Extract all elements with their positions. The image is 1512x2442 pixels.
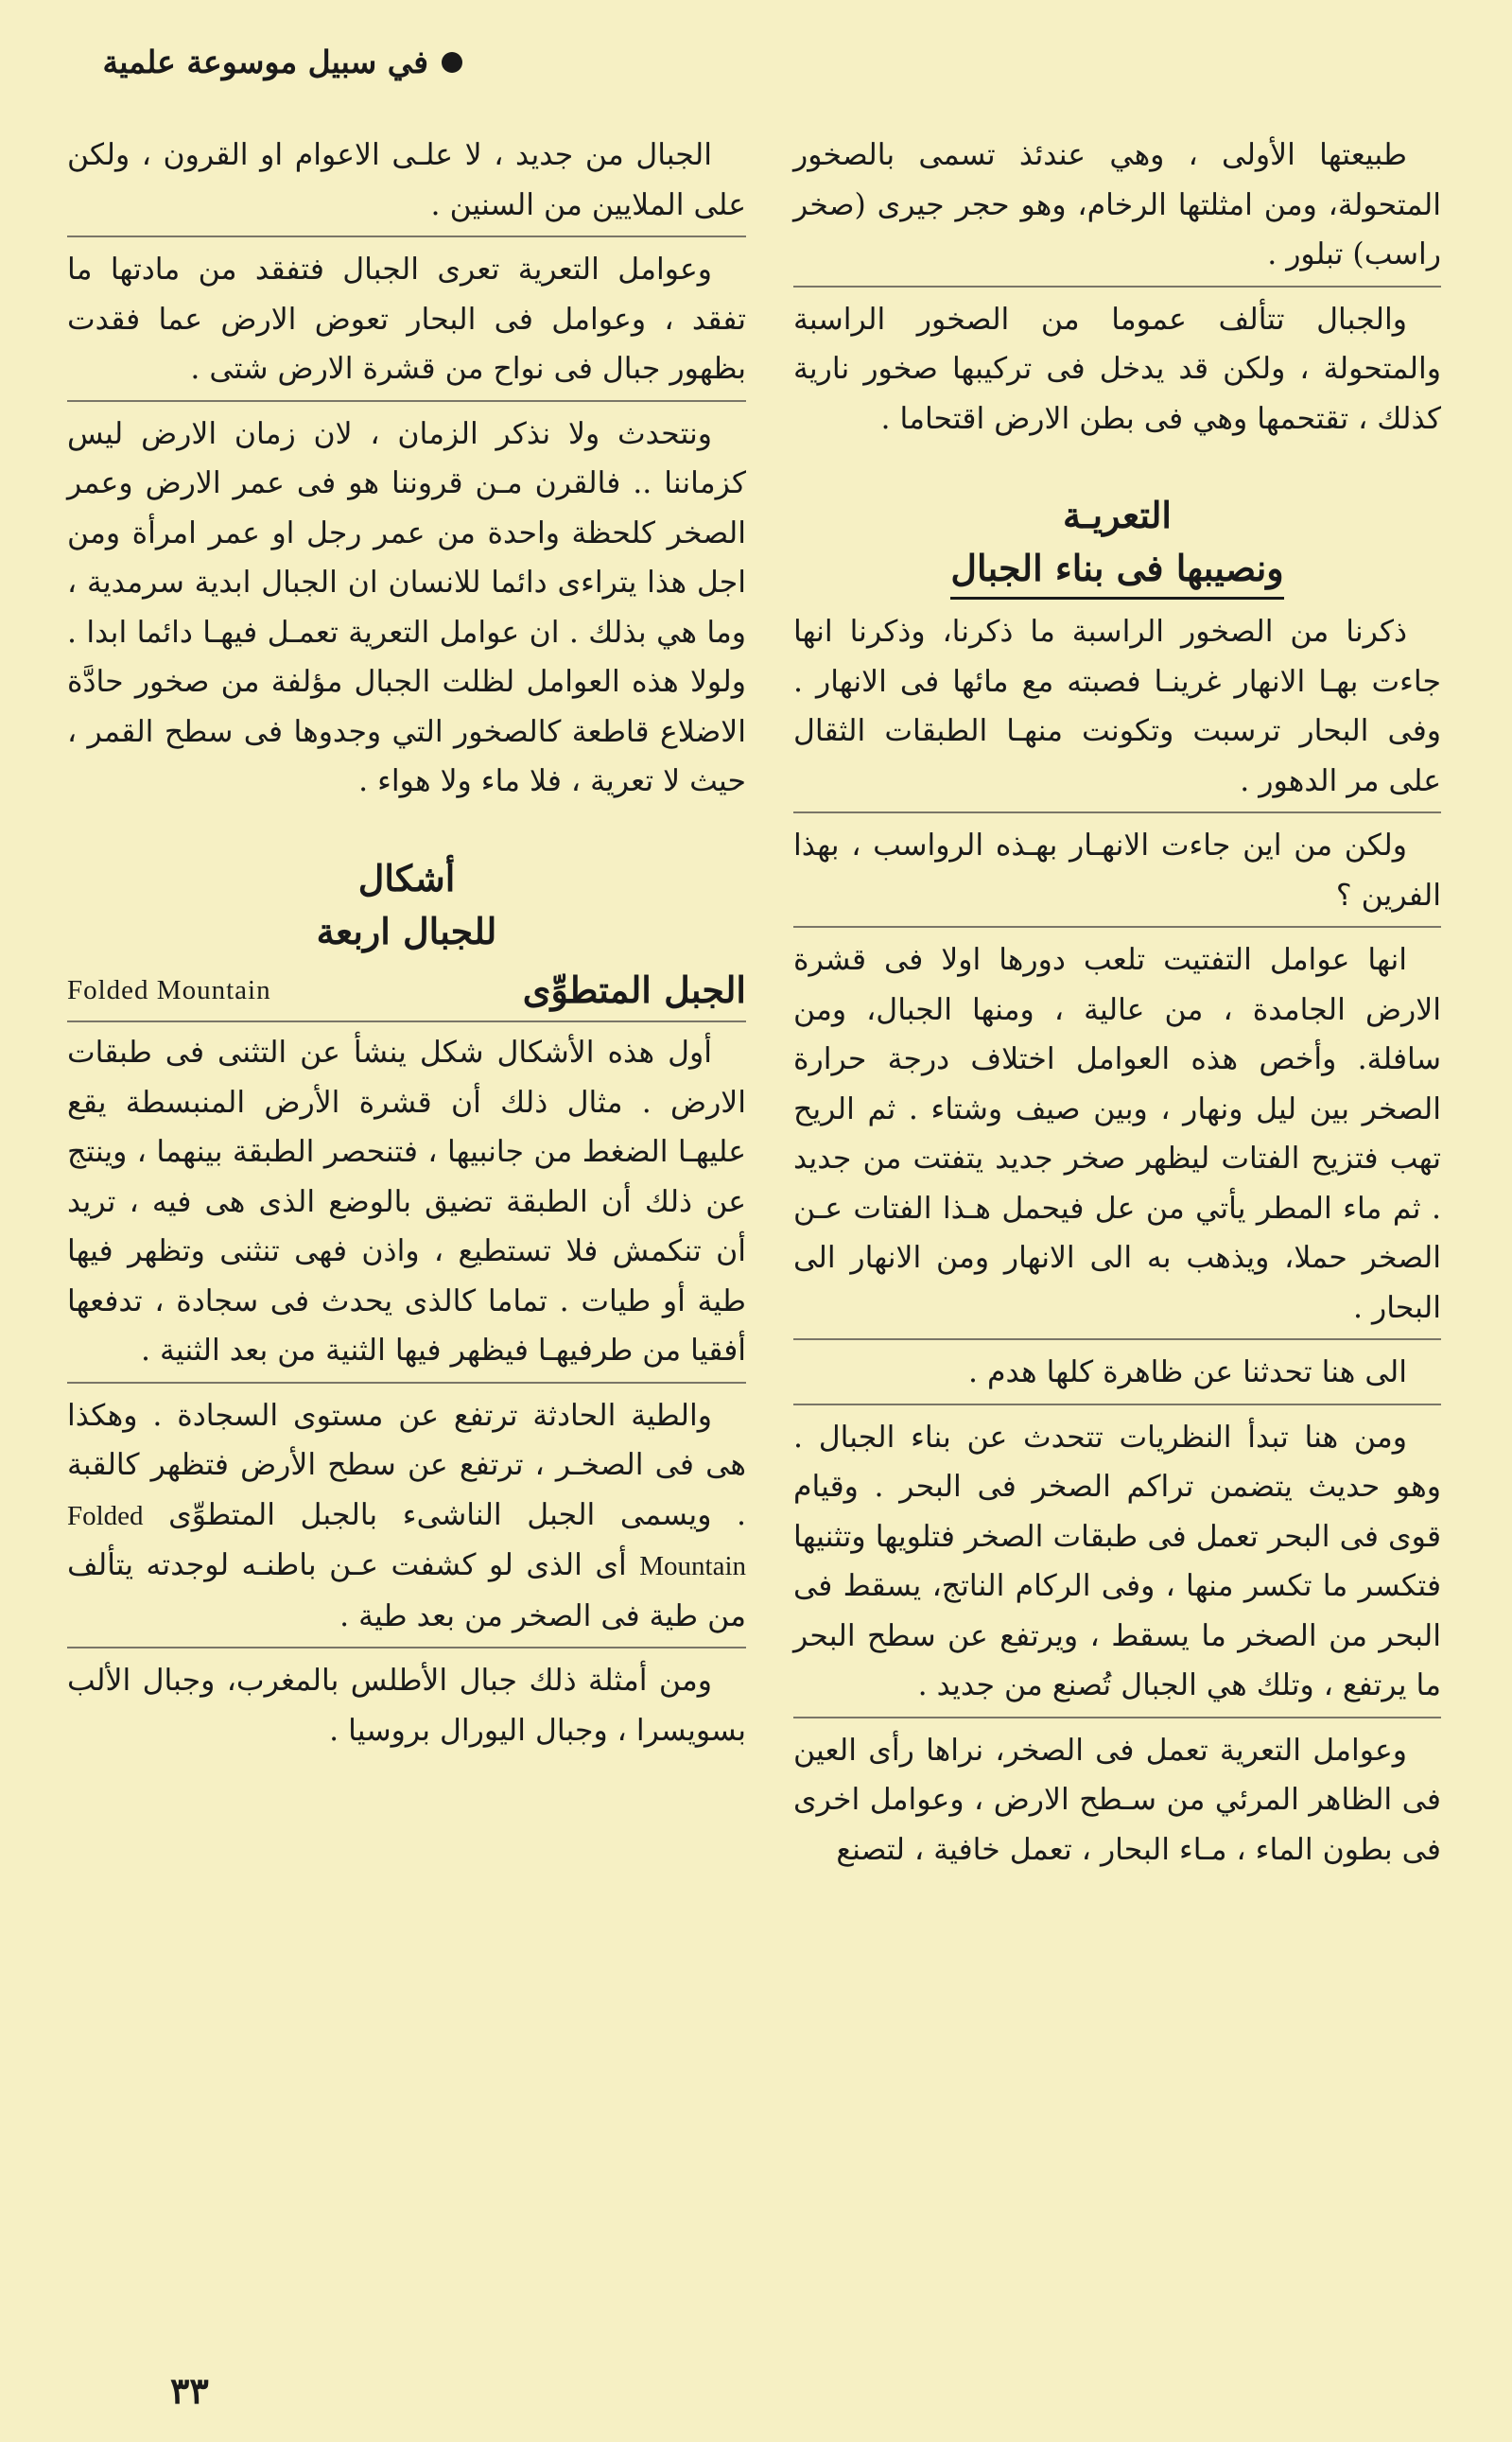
paragraph: ومن هنا تبدأ النظريات تتحدث عن بناء الجبال . وهو حديث يتضمن تراكم الصخر فى البحر . وقيام قوى فى البحر تعمل فى طبقات الصخر فتلويها وتثنيها فتكسر ما تكسر منها ، وفى الركام الناتج، يسقط فى البحر من الصخر ما يسقط ، ويرتفع عن سطح البحر ما يرتفع ، وتلك هي الجبال تُصنع من جديد . <box>793 1413 1441 1718</box>
paragraph: ونتحدث ولا نذكر الزمان ، لان زمان الارض ليس كزماننا .. فالقرن مـن قروننا هو فى عمر الارض وعمر الصخر كلحظة واحدة من عمر رجل او عمر امرأة ومن اجل هذا يتراءى دائما للانسان ان الجبال ابدية سرمدية ، وما هي بذلك . ان عوامل التعرية تعمـل فيهـا دائما ابدا . ولولا هذه العوامل لظلت الجبال مؤلفة من صخور حادَّة الاضلاع قاطعة كالصخور التي وجدوها فى سطح القمر ، حيث لا تعرية ، فلا ماء ولا هواء . <box>67 416 746 798</box>
paragraph: انها عوامل التفتيت تلعب دورها اولا فى قشرة الارض الجامدة ، من عالية ، ومنها الجبال، ومن سافلة. وأخص هذه العوامل اختلاف درجة حرارة الصخر بين ليل ونهار ، وبين صيف وشتاء . ثم الريح تهب فتزيح الفتات ليظهر صخر جديد يتفتت من جديد . ثم ماء المطر يأتي من عل فيحمل هـذا الفتات عـن الصخر حملا، ويذهب به الى الانهار ومن الانهار الى البحار . <box>793 935 1441 1340</box>
running-header <box>27 38 462 87</box>
paragraph: ولكن من اين جاءت الانهـار بهـذه الرواسب ، بهذا الفرين ؟ <box>793 821 1441 928</box>
paragraph: طبيعتها الأولى ، وهي عندئذ تسمى بالصخور المتحولة، ومن امثلتها الرخام، وهو حجر جيرى (صخر راسب) تبلور . <box>793 131 1441 288</box>
heading-line-1: التعريـة <box>1063 494 1172 536</box>
heading-line-2: للجبال اربعة <box>316 909 497 952</box>
header-title: في سبيل موسوعة علمية <box>102 44 428 80</box>
paragraph <box>67 1391 746 1649</box>
page-number: ٣٣ <box>170 2369 209 2412</box>
paragraph: والجبال تتألف عموما من الصخور الراسبة والمتحولة ، ولكن قد يدخل فى تركيبها صخور نارية كذلك ، تقتحمها وهي فى بطن الارض اقتحاما . <box>793 302 1441 436</box>
heading-line-1: أشكال <box>357 856 456 899</box>
subheading-latin: Folded Mountain <box>67 974 271 1005</box>
subheading-arabic: الجبل المتطوِّى <box>522 968 746 1011</box>
right-column <box>793 131 1441 1888</box>
paragraph: الى هنا تحدثنا عن ظاهرة كلها هدم . <box>793 1348 1441 1405</box>
bullet-icon <box>442 52 462 73</box>
section-heading <box>793 489 1441 600</box>
paragraph-text: والطية الحادثة ترتفع عن مستوى السجادة . وهكذا هى فى الصخـر ، ترتفع عن سطح الأرض فتظهر كالقبة . ويسمى الجبل الناشىء بالجبل المتطوِّى <box>67 1398 746 1532</box>
subheading <box>67 966 746 1023</box>
paragraph: وعوامل التعرية تعمل فى الصخر، نراها رأى العين فى الظاهر المرئي من سـطح الارض ، وعوامل اخرى فى بطون الماء ، مـاء البحار ، تعمل خافية ، لتصنع <box>793 1733 1441 1867</box>
section-heading <box>67 852 746 958</box>
paragraph: ومن أمثلة ذلك جبال الأطلس بالمغرب، وجبال الألب بسويسرا ، وجبال اليورال بروسيا . <box>67 1664 746 1748</box>
paragraph: أول هذه الأشكال شكل ينشأ عن التثنى فى طبقات الارض . مثال ذلك أن قشرة الأرض المنبسطة يقع عليهـا الضغط من جانبيها ، فتنحصر الطبقة بينهما ، وينتج عن ذلك أن الطبقة تضيق بالوضع الذى هى فيه ، تريد أن تنكمش فلا تستطيع ، واذن فهى تنثنى وتظهر فيها طية أو طيات . تماما كالذى يحدث فى سجادة ، تدفعها أفقيا من طرفيهـا فيظهر فيها الثنية من بعد الثنية . <box>67 1028 746 1384</box>
left-column <box>67 131 746 1769</box>
heading-line-2: ونصيبها فى بناء الجبال <box>950 542 1283 600</box>
inline-latin-term: Folded Mountain <box>67 1500 747 1581</box>
paragraph: الجبال من جديد ، لا علـى الاعوام او القرون ، ولكن على الملايين من السنين . <box>67 131 746 237</box>
paragraph-text: أى الذى لو كشفت عـن باطنـه لوجدته يتألف من طية فى الصخر من بعد طية . <box>67 1548 746 1633</box>
paragraph: ذكرنا من الصخور الراسبة ما ذكرنا، وذكرنا انها جاءت بهـا الانهار غرينـا فصبته مع مائها فى الانهار . وفى البحار ترسبت وتكونت منهـا الطبقات الثقال على مر الدهور . <box>793 607 1441 813</box>
paragraph: وعوامل التعرية تعرى الجبال فتفقد من مادتها ما تفقد ، وعوامل فى البحار تعوض الارض عما فقدت بظهور جبال فى نواح من قشرة الارض شتى . <box>67 245 746 402</box>
